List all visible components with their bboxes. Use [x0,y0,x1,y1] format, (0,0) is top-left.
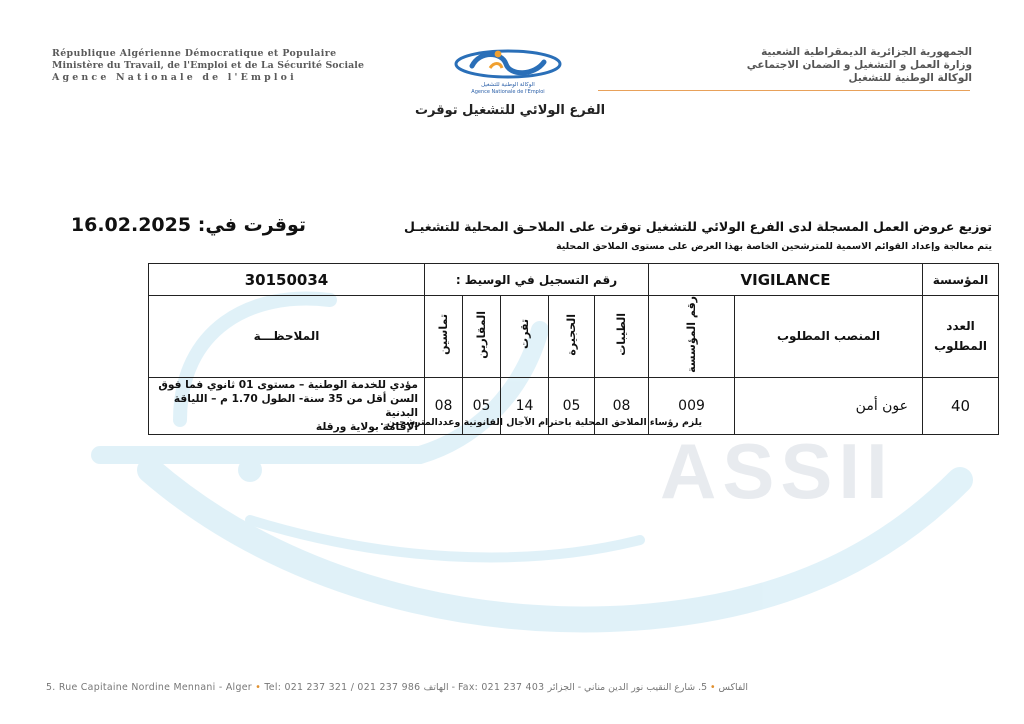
logo-caption-ar: الوكالة الوطنية للتشغيل [481,82,535,88]
french-header [52,48,364,84]
notes-line: مؤدي للخدمة الوطنية – مستوى 01 ثانوي فما فوق [158,378,418,391]
footer-address-fr: 5. Rue Capitaine Nordine Mennani - Alger [46,682,252,693]
col-annex-3-label: تقرت [518,319,531,350]
footer-separator-dot: • [255,682,262,693]
logo-swirl [472,55,544,73]
arabic-header-line: وزارة العمل و التشغيل و الضمان الاجتماعي [746,59,972,71]
watermark-dot [238,458,262,482]
header-divider [598,90,970,91]
col-annex-4 [463,296,501,378]
logo-caption-fr: Agence Nationale de l'Emploi [471,89,545,95]
logo-dot [495,51,502,58]
table-row-company [149,264,999,296]
count-needed-value: 40 [923,377,999,434]
col-notes: الملاحظـــة [149,296,425,378]
col-annex-5 [425,296,463,378]
job-offer-table [148,263,999,435]
arabic-header [592,46,972,85]
table-header-row [149,296,999,378]
annex-1-value: 08 [595,377,649,434]
company-number-value: 009 [649,377,735,434]
footer-separator-dot: • [710,682,716,693]
branch-title: الفرع الولائي للتشغيل توقرت [414,103,606,118]
col-annex-2 [549,296,595,378]
date-value: 16.02.2025 [70,214,192,236]
position-value: عون أمن [735,377,923,434]
date-line [70,214,306,236]
watermark-text: ASSII [660,427,894,515]
french-header-line: Ministère du Travail, de l'Emploi et de La Sécurité Sociale [52,60,365,71]
logo-accent [490,64,502,69]
watermark-swoosh [150,470,960,619]
annex-3-value: 14 [501,377,549,434]
page-footer [46,682,986,693]
company-name: VIGILANCE [649,264,923,296]
watermark-swoosh-inner [250,520,640,557]
annex-2-value: 05 [549,377,595,434]
col-annex-1 [595,296,649,378]
footer-address-ar: 5. شارع النقيب نور الدين مناني - الجزائر [547,682,708,693]
col-annex-2-label: الحجيرة [565,313,578,356]
col-annex-1-label: الطيبات [615,313,629,356]
document-subtitle: يتم معالجة وإعداد القوائم الاسمية للمترشحين الخاصة بهذا العرض على مستوى الملاحق المحلية [556,241,992,252]
registration-number: 30150034 [149,264,425,296]
notes-line: الإقامة بولاية ورقلة [315,420,418,433]
arabic-header-line: الوكالة الوطنية للتشغيل [848,72,972,84]
annex-4-value: 05 [463,377,501,434]
company-label: المؤسسة [923,264,999,296]
french-header-line: Agence Nationale de l'Emploi [52,72,297,83]
col-annex-3 [501,296,549,378]
col-count-needed: العدد المطلوب [923,296,999,378]
col-position: المنصب المطلوب [735,296,923,378]
col-company-number [649,296,735,378]
document-title: توزيع عروض العمل المسجلة لدى الفرع الولائي للتشغيل توقرت على الملاحـق المحلية للتشغيـل [404,219,992,234]
footnote: يلزم رؤساء الملاحق المحلية باحترام الآجال القانونية وعددالمترشحين . [380,417,702,428]
col-annex-4-label: المقارين [475,310,488,359]
col-annex-5-label: تماسين [437,314,450,355]
french-header-line: République Algérienne Démocratique et Populaire [52,48,337,59]
footer-contact: Tel: 021 237 321 / 021 237 986 الهاتف - Fax: 021 237 403 الفاكس [264,682,749,693]
annex-5-value: 08 [425,377,463,434]
col-company-number-label: رقم المؤسسة [685,296,699,373]
date-label: توقرت في: [197,214,306,236]
arabic-header-line: الجمهورية الجزائرية الديمقراطية الشعبية [761,46,972,58]
notes-line: السن أقل من 35 سنة- الطول 1.70 م – اللياقة البدنية [173,392,418,419]
registration-label: رقم التسجيل في الوسيط : [425,264,649,296]
